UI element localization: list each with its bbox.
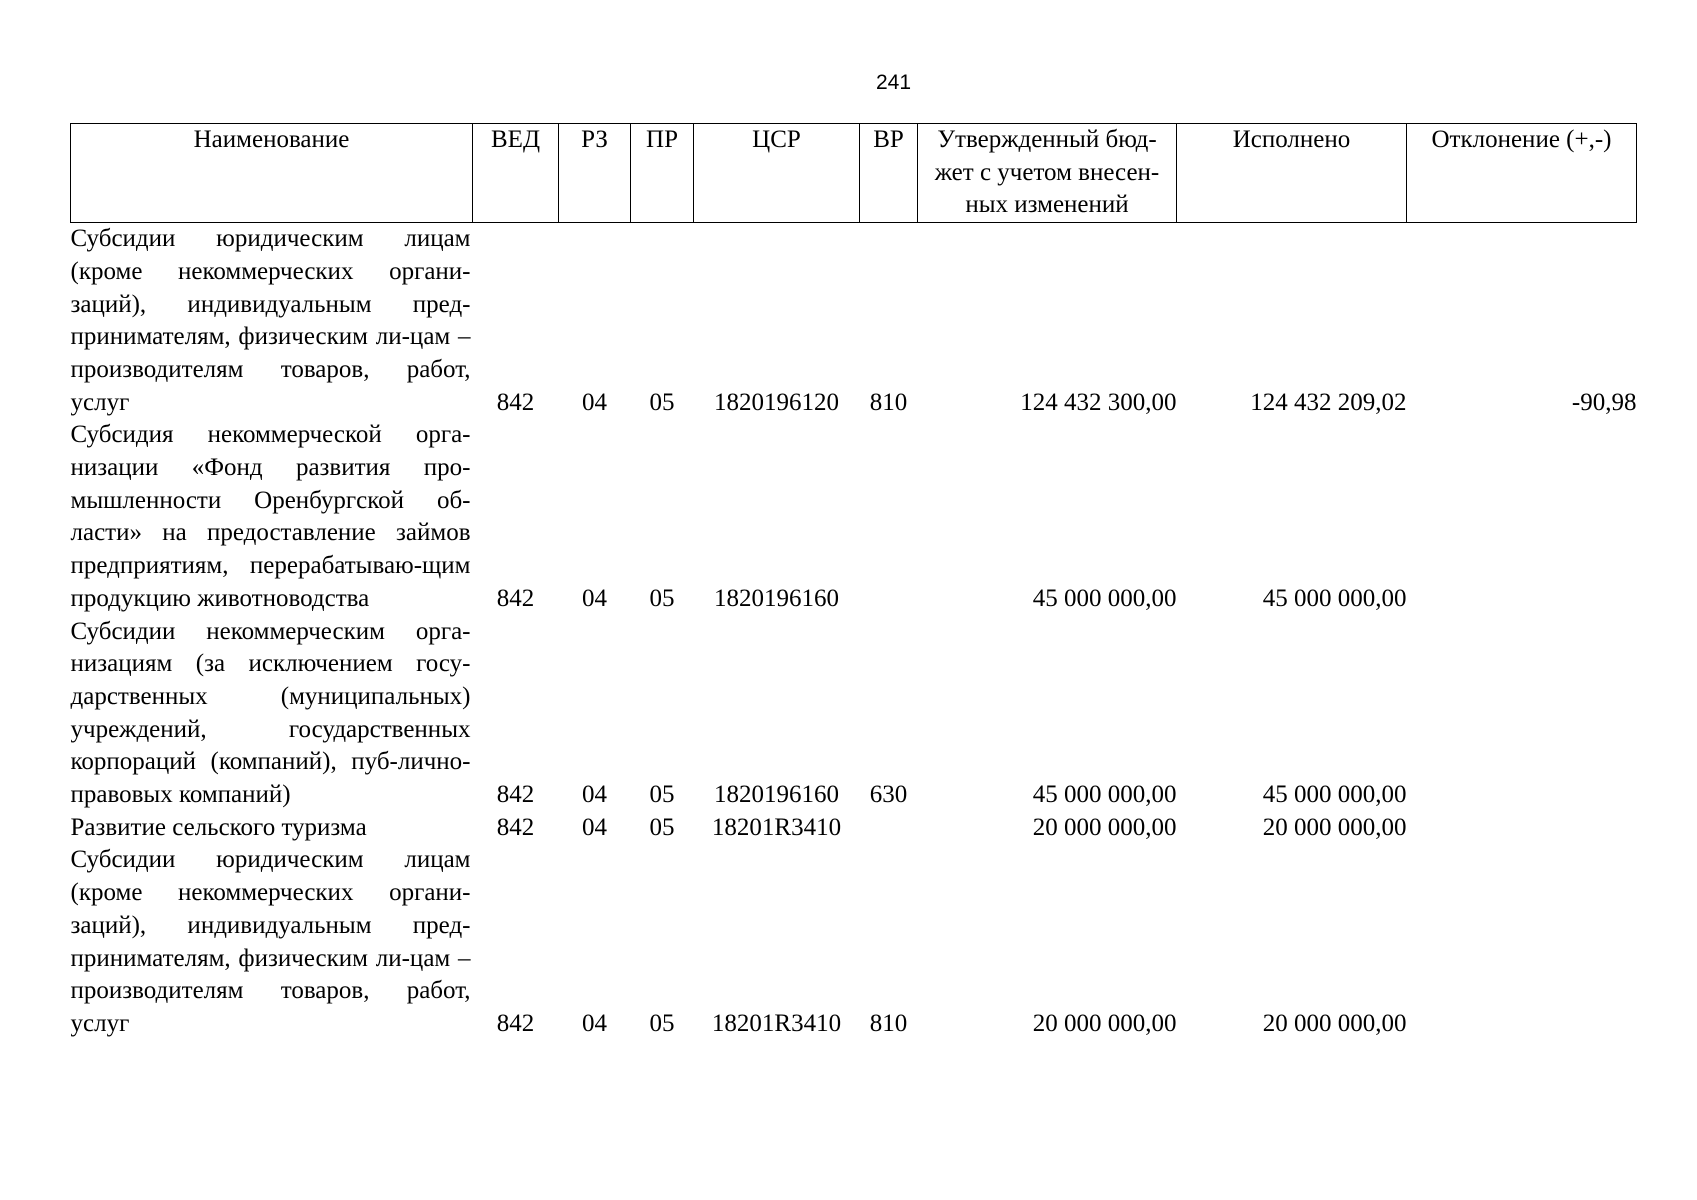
- row-executed: 124 432 209,02: [1250, 388, 1407, 416]
- table-row: [71, 844, 1637, 1040]
- row-name-text: Развитие сельского туризма: [70, 813, 367, 841]
- row-executed: 20 000 000,00: [1262, 1009, 1407, 1037]
- row-ved: 842: [496, 781, 535, 809]
- table-body: [71, 223, 1637, 1041]
- row-vr: [860, 812, 918, 845]
- row-rz: 04: [582, 388, 607, 416]
- row-rz: 04: [582, 584, 607, 612]
- row-name: [71, 223, 473, 420]
- row-pr: 05: [649, 388, 675, 416]
- row-approved: 45 000 000,00: [1032, 781, 1177, 809]
- page-number: 241: [875, 71, 912, 94]
- header-pr: ПР: [631, 124, 694, 223]
- row-approved: 45 000 000,00: [1032, 584, 1177, 612]
- row-ved: 842: [496, 388, 535, 416]
- row-csr: 1820196120: [714, 388, 839, 416]
- header-ved: ВЕД: [473, 124, 559, 223]
- table-row: [71, 812, 1637, 845]
- budget-table: [70, 123, 1637, 1041]
- row-rz: 04: [582, 1009, 607, 1037]
- row-name: [71, 419, 473, 615]
- row-pr: 05: [649, 1009, 675, 1037]
- row-pr: 05: [649, 813, 675, 841]
- row-ved: 842: [496, 584, 535, 612]
- row-name: [71, 812, 473, 845]
- header-name: Наименование: [71, 124, 473, 223]
- row-executed: 45 000 000,00: [1262, 781, 1407, 809]
- row-executed: 45 000 000,00: [1262, 584, 1407, 612]
- row-vr: 630: [869, 781, 908, 809]
- row-pr: 05: [649, 781, 675, 809]
- header-executed: Исполнено: [1177, 124, 1407, 223]
- row-deviation: [1407, 419, 1637, 615]
- row-name-text: Субсидия некоммерческой орга-низации «Фонд развития про-мышленности Оренбургской об-ласти» на предоставление займов предприятиям, перерабатываю-щим продукцию животноводства: [70, 421, 471, 612]
- row-name: [71, 616, 473, 812]
- row-csr: 18201R3410: [711, 813, 842, 841]
- row-approved: 20 000 000,00: [1032, 1009, 1177, 1037]
- row-csr: 1820196160: [714, 781, 839, 809]
- row-deviation: -90,98: [1571, 388, 1637, 416]
- table-header: [71, 124, 1637, 223]
- header-approved: Утвержденный бюд-жет с учетом внесен-ных изменений: [918, 124, 1177, 223]
- row-ved: 842: [496, 813, 535, 841]
- row-vr: 810: [869, 1009, 908, 1037]
- row-name-text: Субсидии некоммерческим орга-низациям (за исключением госу-дарственных (муниципальных) учреждений, государственных корпораций (компаний), пуб-лично-правовых компаний): [70, 617, 471, 809]
- header-rz: РЗ: [559, 124, 631, 223]
- row-rz: 04: [582, 813, 607, 841]
- row-rz: 04: [582, 781, 607, 809]
- row-deviation: [1407, 844, 1637, 1040]
- row-deviation: [1407, 812, 1637, 845]
- row-approved: 20 000 000,00: [1032, 813, 1177, 841]
- header-csr: ЦСР: [694, 124, 860, 223]
- table-row: [71, 419, 1637, 615]
- row-ved: 842: [496, 1009, 535, 1037]
- row-executed: 20 000 000,00: [1262, 813, 1407, 841]
- header-vr: ВР: [860, 124, 918, 223]
- row-vr: 810: [869, 388, 908, 416]
- row-name: [71, 844, 473, 1040]
- row-vr: [860, 419, 918, 615]
- header-deviation: Отклонение (+,-): [1407, 124, 1637, 223]
- row-name-text: Субсидии юридическим лицам (кроме некоммерческих органи-заций), индивидуальным пред-принимателям, физическим ли-цам – производителям товаров, работ, услуг: [70, 225, 471, 416]
- row-csr: 18201R3410: [711, 1009, 842, 1037]
- table-row: [71, 223, 1637, 420]
- table-row: [71, 616, 1637, 812]
- row-pr: 05: [649, 584, 675, 612]
- row-deviation: [1407, 616, 1637, 812]
- row-csr: 1820196160: [714, 584, 839, 612]
- row-name-text: Субсидии юридическим лицам (кроме некоммерческих органи-заций), индивидуальным пред-принимателям, физическим ли-цам – производителям товаров, работ, услуг: [70, 846, 471, 1037]
- row-approved: 124 432 300,00: [1020, 388, 1177, 416]
